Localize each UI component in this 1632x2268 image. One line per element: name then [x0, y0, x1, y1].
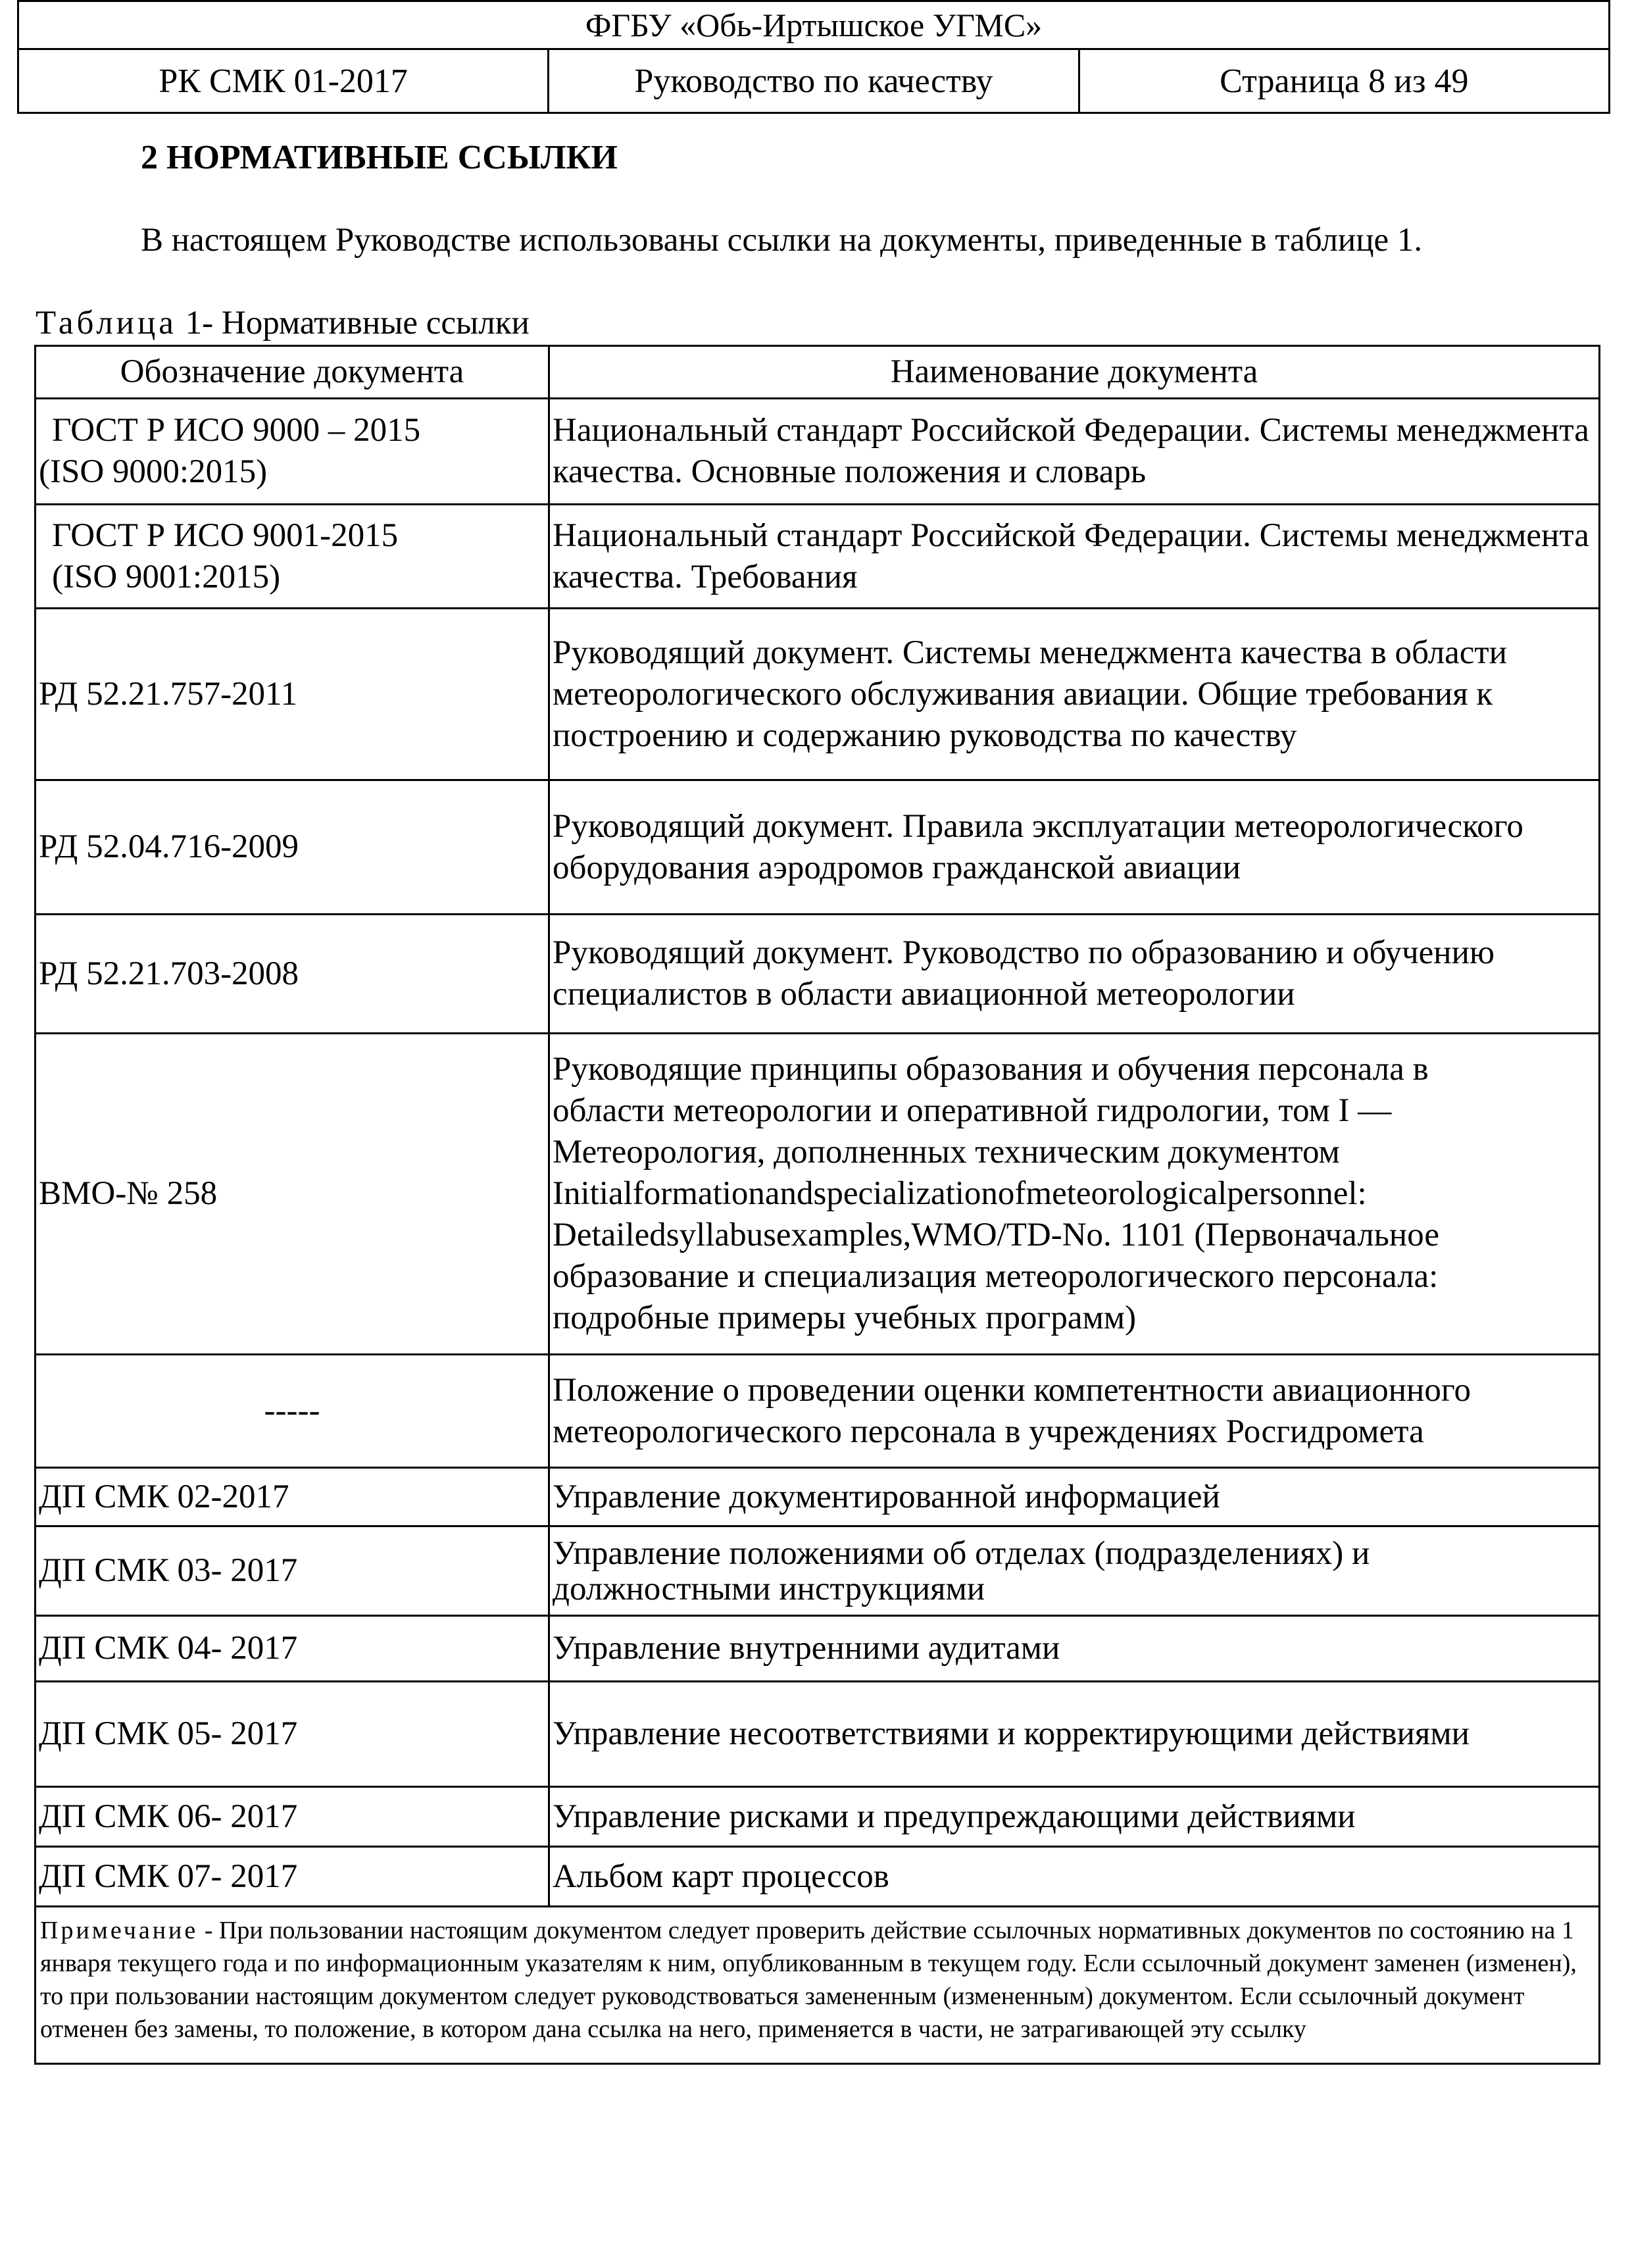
document-name-cell: Руководящий документ. Системы менеджмента качества в области метеорологического обслуживания авиации. Общие требования к построению и содержанию руководства по качеству	[549, 609, 1600, 780]
document-code-cell: ДП СМК 05- 2017	[36, 1682, 549, 1787]
document-name-cell: Управление несоответствиями и корректирующими действиями	[549, 1682, 1600, 1787]
note-text: - При пользовании настоящим документом следует проверить действие ссылочных нормативных документов по состоянию на 1 января текущего года и по информационным указателям к ним, опубликованным в текущем году. Если ссылочный документ заменен (изменен), то при пользовании настоящим документом следует руководствоваться замененным (измененным) документом. Если ссылочный документ отменен без замены, то положение, в котором дана ссылка на него, применяется в части, не затрагивающей эту ссылку	[40, 1917, 1577, 2043]
document-name-cell	[549, 1034, 1600, 1355]
organization-name: ФГБУ «Обь-Иртышское УГМС»	[19, 2, 1608, 50]
column-header-code: Обозначение документа	[36, 346, 549, 399]
document-code-cell: ДП СМК 07- 2017	[36, 1847, 549, 1907]
document-name-cell: Управление документированной информацией	[549, 1468, 1600, 1526]
code-line: ГОСТ Р ИСО 9000 – 2015	[52, 412, 421, 449]
table-row	[36, 1355, 1600, 1468]
document-name-cell: Положение о проведении оценки компетентности авиационного метеорологического персонала в учреждениях Росгидромета	[549, 1355, 1600, 1468]
document-name-cell: Руководящий документ. Правила эксплуатации метеорологического оборудования аэродромов гражданской авиации	[549, 780, 1600, 915]
table-caption	[36, 304, 530, 342]
code-line: ГОСТ Р ИСО 9001-2015	[52, 517, 399, 554]
table-row	[36, 1526, 1600, 1616]
table-row	[36, 1847, 1600, 1907]
document-name-cell: Управление рисками и предупреждающими действиями	[549, 1787, 1600, 1847]
table-note-row	[36, 1907, 1600, 2064]
document-name-cell: Альбом карт процессов	[549, 1847, 1600, 1907]
section-heading: 2 НОРМАТИВНЫЕ ССЫЛКИ	[141, 139, 618, 176]
table-row	[36, 1682, 1600, 1787]
table-row	[36, 399, 1600, 505]
document-code: РК СМК 01-2017	[159, 62, 408, 100]
code-line: (ISO 9000:2015)	[39, 453, 268, 490]
document-name-cell: Национальный стандарт Российской Федерации. Системы менеджмента качества. Требования	[549, 505, 1600, 609]
header-meta-row	[19, 50, 1608, 112]
document-code-cell	[36, 505, 549, 609]
document-name-cell: Управление внутренними аудитами	[549, 1616, 1600, 1682]
name-line: Detailedsyllabusexamples,WMO/TD-No. 1101 (Первоначальное	[553, 1217, 1439, 1253]
document-code-cell: ДП СМК 02-2017	[36, 1468, 549, 1526]
name-line: Initialformationandspecializationofmeteorologicalpersonnel:	[553, 1175, 1367, 1212]
document-code-cell: ДП СМК 04- 2017	[36, 1616, 549, 1682]
table-row	[36, 915, 1600, 1034]
document-title: Руководство по качеству	[547, 50, 1077, 112]
document-name-cell: Национальный стандарт Российской Федерации. Системы менеджмента качества. Основные положения и словарь	[549, 399, 1600, 505]
normative-references-table	[34, 345, 1600, 2065]
document-header	[17, 0, 1610, 114]
code-line: (ISO 9001:2015)	[52, 558, 281, 595]
table-row	[36, 1468, 1600, 1526]
table-caption-text: 1- Нормативные ссылки	[185, 305, 530, 341]
document-name-cell: Руководящий документ. Руководство по образованию и обучению специалистов в области авиационной метеорологии	[549, 915, 1600, 1034]
name-line: Метеорология, дополненных техническим документом	[553, 1134, 1340, 1171]
document-code-cell: РД 52.21.757-2011	[36, 609, 549, 780]
name-line: области метеорологии и оперативной гидрологии, том I —	[553, 1092, 1392, 1129]
table-row	[36, 505, 1600, 609]
document-code-cell: РД 52.04.716-2009	[36, 780, 549, 915]
name-line: Руководящие принципы образования и обучения персонала в	[553, 1051, 1429, 1088]
table-row	[36, 1616, 1600, 1682]
table-caption-label: Таблица	[36, 305, 177, 341]
table-row	[36, 1787, 1600, 1847]
table-note	[36, 1907, 1600, 2064]
document-code-cell	[36, 399, 549, 505]
table-row	[36, 609, 1600, 780]
name-line: образование и специализация метеорологического персонала:	[553, 1258, 1439, 1295]
intro-paragraph: В настоящем Руководстве использованы ссылки на документы, приведенные в таблице 1.	[141, 222, 1423, 259]
document-code-cell: ДП СМК 06- 2017	[36, 1787, 549, 1847]
table-row	[36, 780, 1600, 915]
document-code-cell: ДП СМК 03- 2017	[36, 1526, 549, 1616]
document-code-cell: ВМО-№ 258	[36, 1034, 549, 1355]
document-code-cell: РД 52.21.703-2008	[36, 915, 549, 1034]
table-header-row	[36, 346, 1600, 399]
page-number: Страница 8 из 49	[1078, 50, 1608, 112]
note-label: Примечание	[40, 1917, 199, 1944]
document-code-cell: -----	[36, 1355, 549, 1468]
column-header-name: Наименование документа	[549, 346, 1600, 399]
name-line: подробные примеры учебных программ)	[553, 1299, 1137, 1336]
table-row	[36, 1034, 1600, 1355]
document-name-cell: Управление положениями об отделах (подразделениях) и должностными инструкциями	[549, 1526, 1600, 1616]
